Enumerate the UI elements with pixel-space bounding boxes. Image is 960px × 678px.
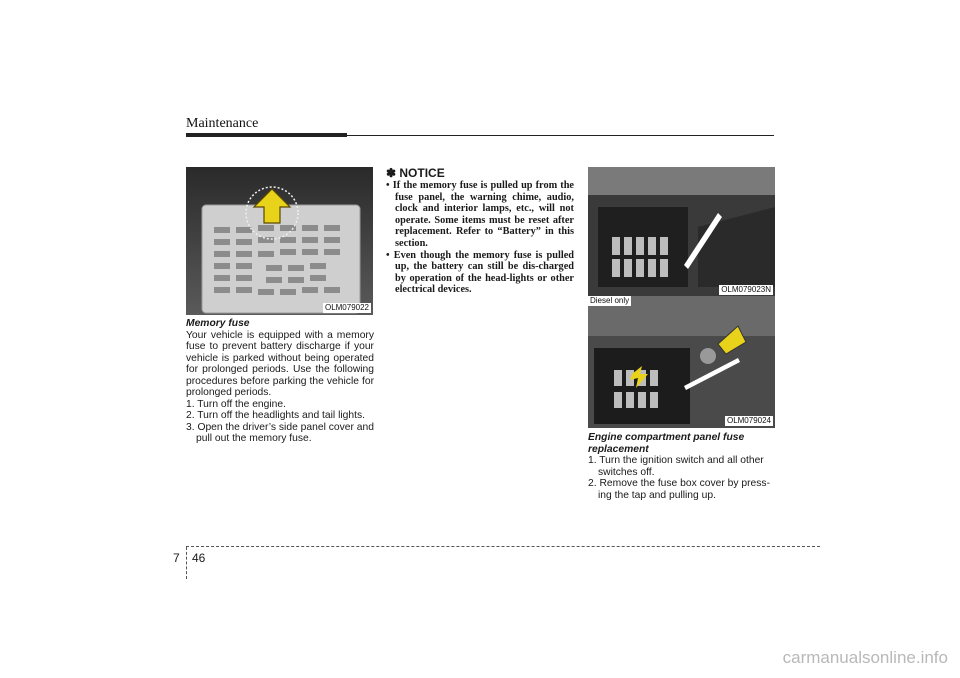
right-column-text (588, 432, 776, 501)
page-header-title: Maintenance (186, 116, 259, 131)
step-3: 3. Open the driver’s side panel cover and pull out the memory fuse. (186, 421, 374, 444)
memory-fuse-photo (186, 167, 373, 315)
notice-box (386, 166, 574, 296)
step-1: 1. Turn the ignition switch and all other switches off. (588, 455, 764, 478)
engine-fuse-subhead: Engine compartment panel fuse replacement (588, 432, 745, 455)
diesel-fuse-photo (588, 296, 775, 428)
diesel-fuse-illustration (588, 296, 775, 428)
engine-fuse-box-photo (588, 167, 775, 297)
notice-item: • If the memory fuse is pulled up from the fuse panel, the warning chime, audio, clock and interior lamps, etc., will not operate. Some items must be reset after replacement. Refer to “Battery” in this section. (386, 180, 574, 249)
figure-label: OLM079024 (726, 416, 771, 425)
figure-label: OLM079023N (721, 285, 771, 294)
step-2: 2. Turn off the headlights and tail lights. (186, 410, 365, 421)
left-column-text (186, 318, 374, 445)
figure-label: OLM079022 (324, 303, 369, 312)
page-number: 46 (192, 551, 206, 565)
step-2: 2. Remove the fuse box cover by press-ing the tap and pulling up. (588, 478, 770, 501)
memory-fuse-body: Your vehicle is equipped with a memory fuse to prevent battery discharge if your vehicle is parked without being operated for prolonged periods. Use the following procedures before parking the vehicle for prolonged periods. (186, 329, 374, 398)
notice-list (386, 180, 574, 296)
engine-fuse-illustration (588, 167, 775, 297)
watermark: carmanualsonline.info (782, 648, 948, 667)
fuse-panel-illustration (186, 167, 373, 315)
footer-divider (186, 547, 187, 579)
diesel-only-tag: Diesel only (590, 296, 630, 305)
notice-title: ✽ NOTICE (386, 166, 445, 180)
notice-item: • Even though the memory fuse is pulled up, the battery can still be dis-charged by operation of the head-lights or other electrical devices. (386, 249, 574, 296)
chapter-number: 7 (173, 551, 180, 565)
footer-rule (186, 546, 820, 547)
header-rule-accent (186, 133, 347, 137)
step-1: 1. Turn off the engine. (186, 398, 286, 410)
memory-fuse-subhead: Memory fuse (186, 318, 250, 329)
